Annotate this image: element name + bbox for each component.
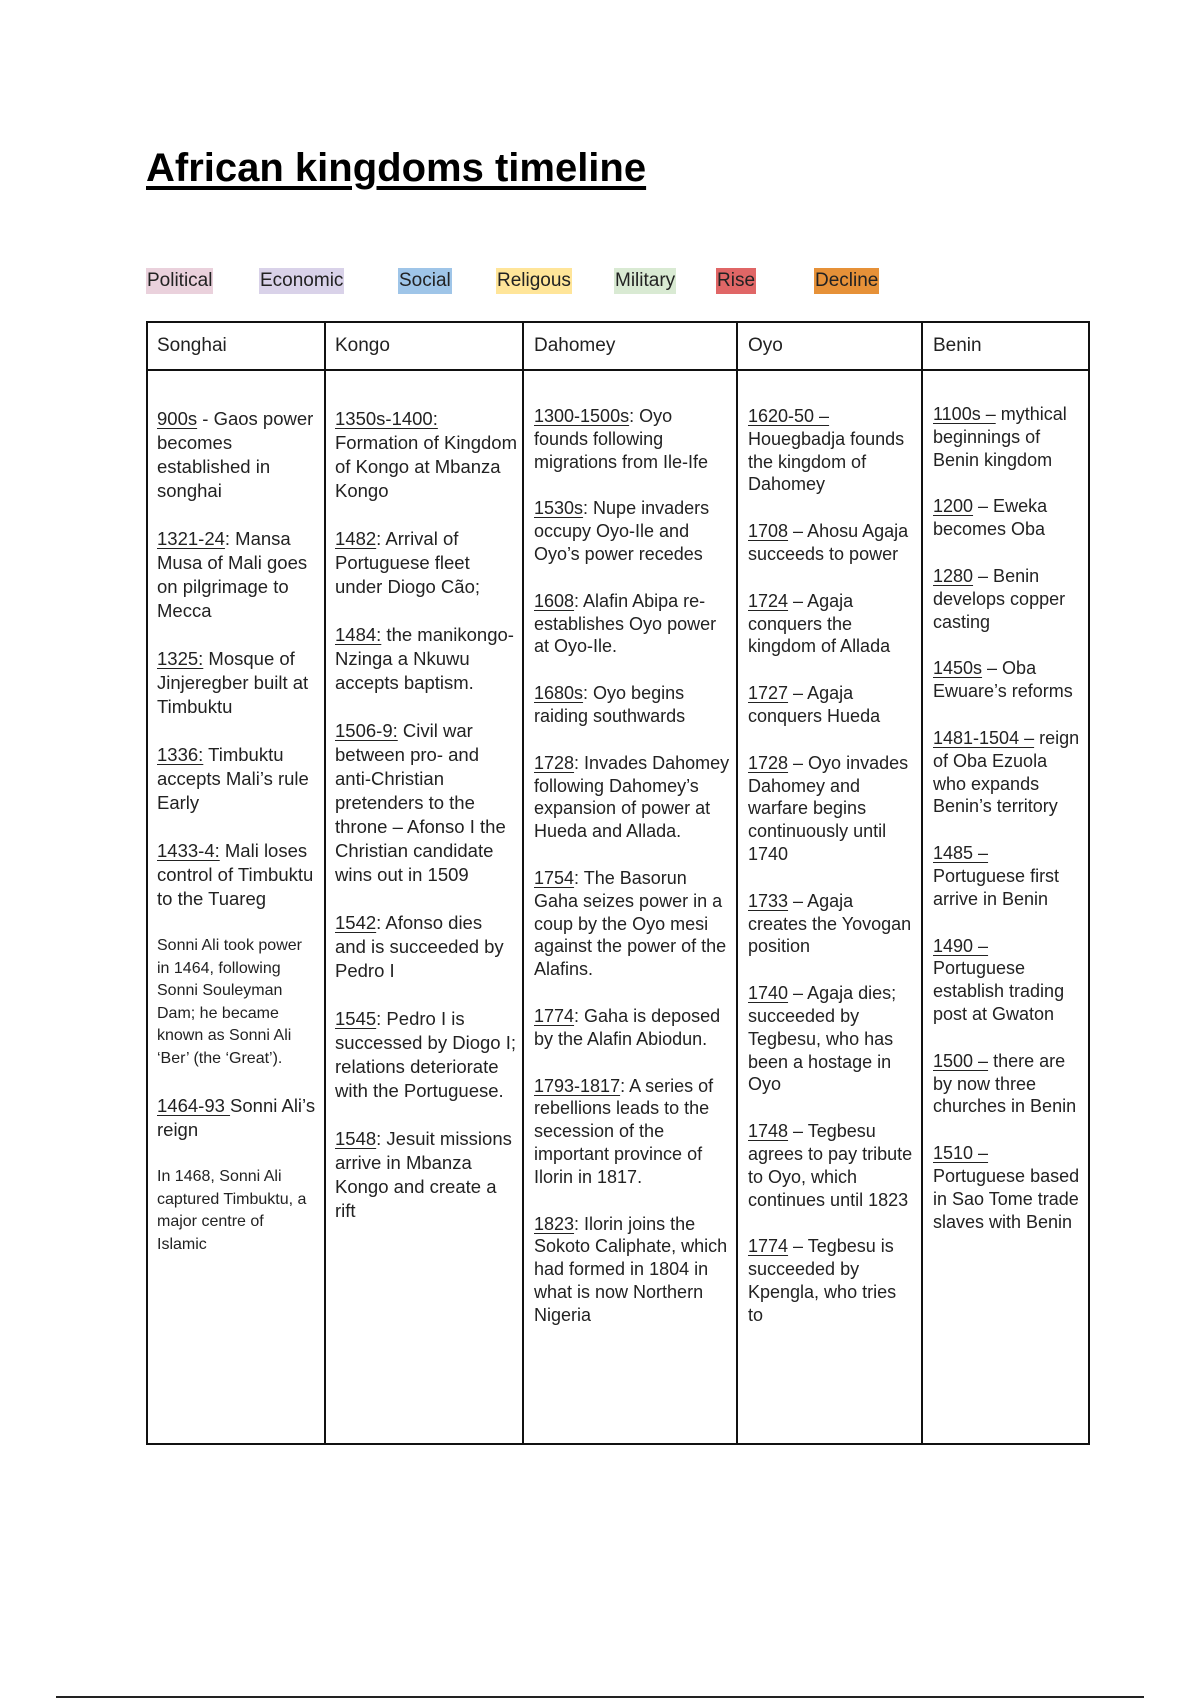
legend-political: Political xyxy=(146,268,213,294)
timeline-entry xyxy=(748,590,916,658)
column-divider xyxy=(921,323,923,1443)
entry-text: : Invades Dahomey following Dahomey’s expansion of power at Hueda and Allada. xyxy=(534,752,730,842)
timeline-entry xyxy=(335,623,517,695)
entry-date: 1500 – xyxy=(933,1050,989,1071)
entry-text: – Tegbesu agrees to pay tribute to Oyo, which continues until 1823 xyxy=(748,1121,913,1210)
timeline-entry xyxy=(933,727,1083,818)
entry-text: Portuguese first arrive in Benin xyxy=(933,865,1060,909)
entry-text: Formation of Kingdom of Kongo at Mbanza Kongo xyxy=(335,432,518,501)
entry-text: : Pedro I is successed by Diogo I; relations deteriorate with the Portuguese. xyxy=(335,1008,516,1101)
entry-date: 900s xyxy=(157,408,198,429)
entry-date: 1100s – xyxy=(933,404,996,424)
entry-text: : The Basorun Gaha seizes power in a coup by the Oyo mesi against the power of the Alafins. xyxy=(534,867,727,980)
timeline-entry xyxy=(157,743,317,815)
entry-date: 1542 xyxy=(335,912,377,933)
column-divider xyxy=(736,323,738,1443)
entry-date: 1680s xyxy=(534,683,584,704)
entry-text: – Agaja creates the Yovogan position xyxy=(748,890,912,957)
entry-date: 1545 xyxy=(335,1008,377,1029)
timeline-entry xyxy=(748,520,916,566)
entry-date: 1336: xyxy=(157,744,204,765)
column-header-oyo: Oyo xyxy=(748,335,783,356)
entry-date: 1724 xyxy=(748,590,789,611)
entry-text: – Benin develops copper casting xyxy=(933,565,1066,632)
legend-decline: Decline xyxy=(814,268,879,294)
entry-text: – Ahosu Agaja succeeds to power xyxy=(748,521,909,564)
entry-text: – Tegbesu is succeeded by Kpengla, who tries to xyxy=(748,1236,897,1325)
entry-text: : A series of rebellions leads to the secession of the important province of Ilorin in 1817. xyxy=(534,1075,714,1187)
entry-date: 1450s xyxy=(933,658,983,679)
entry-text: : Nupe invaders occupy Oyo-Ile and Oyo’s power recedes xyxy=(534,498,710,564)
column-header-benin: Benin xyxy=(933,335,982,356)
entry-text: Mosque of Jinjeregber built at Timbuktu xyxy=(157,648,309,717)
timeline-entry xyxy=(157,647,317,719)
entry-text: : Oyo begins raiding southwards xyxy=(534,683,686,726)
timeline-entry xyxy=(157,1166,317,1256)
timeline-entry xyxy=(933,842,1083,910)
entry-text: In 1468, Sonni Ali captured Timbuktu, a major centre of Islamic xyxy=(157,1168,307,1253)
entry-text: Mali loses control of Timbuktu to the Tuareg xyxy=(157,840,314,909)
column-divider xyxy=(324,323,326,1443)
entry-text: : Oyo founds following migrations from Ile-Ife xyxy=(534,406,709,472)
column-kongo xyxy=(335,407,517,1247)
entry-date: 1774 xyxy=(534,1005,575,1026)
timeline-entry xyxy=(335,1007,517,1103)
timeline-entry xyxy=(748,1235,916,1326)
entry-date: 1464-93 xyxy=(157,1095,231,1116)
entry-date: 1748 xyxy=(748,1121,789,1142)
entry-text: : Jesuit missions arrive in Mbanza Kongo and create a rift xyxy=(335,1128,512,1221)
timeline-entry xyxy=(157,935,317,1070)
timeline-entry xyxy=(748,890,916,958)
timeline-entry xyxy=(933,1050,1083,1118)
entry-date: 1485 – xyxy=(933,843,989,864)
entry-text: : Mansa Musa of Mali goes on pilgrimage to Mecca xyxy=(157,528,308,621)
column-songhai xyxy=(157,407,317,1280)
timeline-entry xyxy=(335,911,517,983)
column-benin xyxy=(933,403,1083,1257)
timeline-entry xyxy=(748,982,916,1096)
timeline-entry xyxy=(933,565,1083,633)
column-dahomey xyxy=(534,405,730,1351)
timeline-entry xyxy=(748,405,916,496)
entry-date: 1608 xyxy=(534,590,575,611)
page-title: African kingdoms timeline xyxy=(146,146,647,190)
entry-date: 1708 xyxy=(748,521,789,542)
column-header-kongo: Kongo xyxy=(335,335,390,356)
entry-date: 1506-9: xyxy=(335,720,398,741)
timeline-entry xyxy=(534,867,730,981)
entry-text: – Agaja dies; succeeded by Tegbesu, who has been a hostage in Oyo xyxy=(748,983,897,1095)
legend-social: Social xyxy=(398,268,452,294)
page-bottom-rule xyxy=(56,1696,1144,1698)
entry-text: : Gaha is deposed by the Alafin Abiodun. xyxy=(534,1005,721,1049)
entry-date: 1728 xyxy=(748,752,789,773)
timeline-entry xyxy=(933,495,1083,541)
column-oyo xyxy=(748,405,916,1351)
timeline-entry xyxy=(748,1120,916,1211)
column-header-dahomey: Dahomey xyxy=(534,335,616,356)
timeline-entry xyxy=(748,682,916,728)
timeline-entry xyxy=(335,719,517,887)
timeline-entry xyxy=(534,752,730,843)
entry-text: – Agaja conquers Hueda xyxy=(748,683,881,726)
timeline-entry xyxy=(335,527,517,599)
timeline-entry xyxy=(534,590,730,658)
timeline-entry xyxy=(534,497,730,565)
entry-date: 1823 xyxy=(534,1213,575,1234)
entry-date: 1548 xyxy=(335,1128,377,1149)
timeline-entry xyxy=(335,1127,517,1223)
entry-date: 1200 xyxy=(933,496,974,517)
entry-text: – Oba Ewuare’s reforms xyxy=(933,658,1073,702)
timeline-entry xyxy=(933,1142,1083,1233)
timeline-entry xyxy=(534,1075,730,1189)
entry-text: - Gaos power becomes established in songhai xyxy=(157,408,314,501)
entry-date: 1728 xyxy=(534,752,575,773)
entry-date: 1530s xyxy=(534,498,584,519)
timeline-entry xyxy=(933,403,1083,471)
entry-date: 1350s-1400: xyxy=(335,408,438,429)
entry-text: Sonni Ali’s reign xyxy=(157,1095,316,1140)
entry-date: 1482 xyxy=(335,528,377,549)
entry-text: reign of Oba Ezuola who expands Benin’s territory xyxy=(933,727,1080,817)
entry-date: 1280 xyxy=(933,565,974,586)
timeline-entry xyxy=(157,527,317,623)
entry-date: 1484: xyxy=(335,624,382,645)
legend-economic: Economic xyxy=(259,268,344,294)
timeline-entry xyxy=(534,405,730,473)
entry-text: Sonni Ali took power in 1464, following Sonni Souleyman Dam; he became known as Sonni Ali ‘Ber’ (the ‘Great’). xyxy=(157,937,302,1067)
header-divider xyxy=(148,369,1088,371)
entry-date: 1774 xyxy=(748,1236,789,1257)
entry-text: – Oyo invades Dahomey and warfare begins continuously until 1740 xyxy=(748,752,909,864)
entry-text: : Afonso dies and is succeeded by Pedro I xyxy=(335,912,504,981)
entry-date: 1733 xyxy=(748,890,789,911)
entry-date: 1325: xyxy=(157,648,204,669)
entry-text: : Ilorin joins the Sokoto Caliphate, which had formed in 1804 in what is now Northern Nigeria xyxy=(534,1213,728,1325)
entry-text: Houegbadja founds the kingdom of Dahomey xyxy=(748,428,905,495)
column-header-songhai: Songhai xyxy=(157,335,227,356)
entry-text: Civil war between pro- and anti-Christian pretenders to the throne – Afonso I the Christian candidate wins out in 1509 xyxy=(335,720,506,885)
entry-text: Timbuktu accepts Mali’s rule Early xyxy=(157,744,309,813)
timeline-entry xyxy=(748,752,916,866)
entry-date: 1740 xyxy=(748,983,789,1004)
legend-rise: Rise xyxy=(716,268,756,294)
timeline-entry xyxy=(933,657,1083,703)
timeline-entry xyxy=(157,407,317,503)
timeline-entry xyxy=(933,935,1083,1026)
entry-date: 1727 xyxy=(748,683,789,704)
timeline-table xyxy=(146,321,1090,1445)
entry-date: 1481-1504 – xyxy=(933,727,1035,748)
legend-military: Military xyxy=(614,268,676,294)
entry-text: Portuguese based in Sao Tome trade slaves with Benin xyxy=(933,1165,1080,1232)
timeline-entry xyxy=(534,682,730,728)
entry-text: there are by now three churches in Benin xyxy=(933,1050,1077,1117)
entry-date: 1321-24 xyxy=(157,528,225,549)
entry-date: 1510 – xyxy=(933,1143,989,1164)
timeline-entry xyxy=(157,1094,317,1142)
entry-date: 1433-4: xyxy=(157,840,220,861)
entry-text: – Eweka becomes Oba xyxy=(933,496,1048,540)
entry-text: : Arrival of Portuguese fleet under Diogo Cão; xyxy=(335,528,481,597)
column-divider xyxy=(522,323,524,1443)
entry-date: 1754 xyxy=(534,867,575,888)
entry-date: 1490 – xyxy=(933,935,989,956)
timeline-entry xyxy=(335,407,517,503)
entry-text: mythical beginnings of Benin kingdom xyxy=(933,404,1067,470)
timeline-entry xyxy=(534,1005,730,1051)
timeline-entry xyxy=(534,1213,730,1327)
entry-text: Portuguese establish trading post at Gwaton xyxy=(933,958,1065,1024)
entry-text: the manikongo- Nzinga a Nkuwu accepts baptism. xyxy=(335,624,514,693)
entry-text: : Alafin Abipa re-establishes Oyo power at Oyo-Ile. xyxy=(534,590,717,657)
entry-date: 1620-50 – xyxy=(748,406,830,426)
timeline-entry xyxy=(157,839,317,911)
entry-date: 1300-1500s xyxy=(534,406,630,426)
legend-religous: Religous xyxy=(496,268,572,294)
entry-date: 1793-1817 xyxy=(534,1075,621,1096)
entry-text: – Agaja conquers the kingdom of Allada xyxy=(748,590,891,657)
